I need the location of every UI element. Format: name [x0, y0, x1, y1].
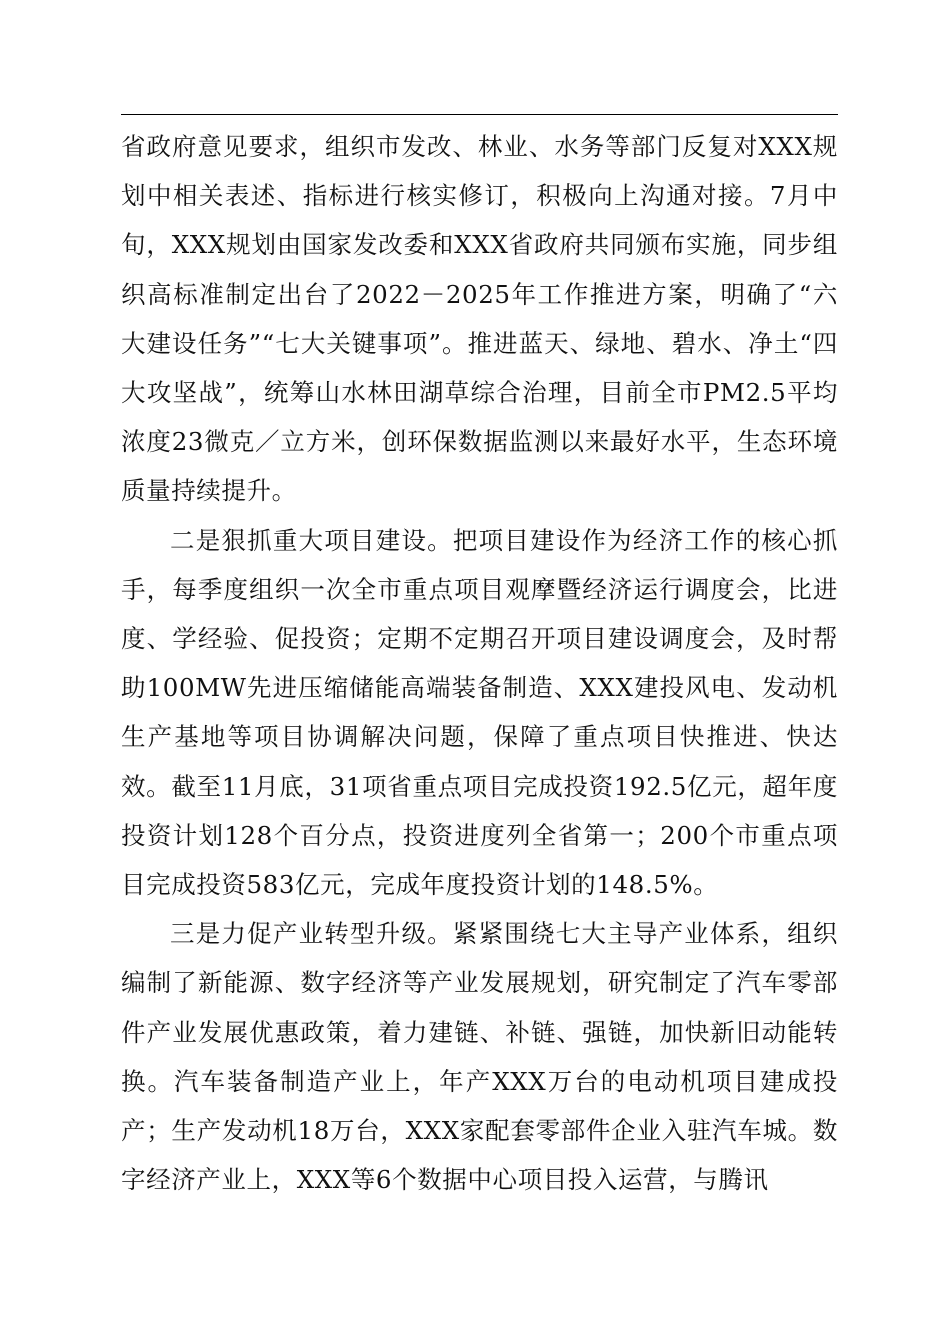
- paragraph-continuation: 省政府意见要求，组织市发改、林业、水务等部门反复对XXX规划中相关表述、指标进行核实修订，积极向上沟通对接。7月中旬，XXX规划由国家发改委和XXX省政府共同颁布实施，同步组织高标准制定出台了2022－2025年工作推进方案，明确了“六大建设任务”“七大关键事项”。推进蓝天、绿地、碧水、净土“四大攻坚战”，统筹山水林田湖草综合治理，目前全市PM2.5平均浓度23微克／立方米，创环保数据监测以来最好水平，生态环境质量持续提升。: [121, 132, 838, 506]
- header-rule: [121, 114, 838, 115]
- paragraph-industry-upgrade: 三是力促产业转型升级。紧紧围绕七大主导产业体系，组织编制了新能源、数字经济等产业发展规划，研究制定了汽车零部件产业发展优惠政策，着力建链、补链、强链，加快新旧动能转换。汽车装备制造产业上，年产XXX万台的电动机项目建成投产；生产发动机18万台，XXX家配套零部件企业入驻汽车城。数字经济产业上，XXX等6个数据中心项目投入运营，与腾讯: [121, 919, 838, 1195]
- document-body: [121, 122, 838, 1204]
- paragraph-major-projects: 二是狠抓重大项目建设。把项目建设作为经济工作的核心抓手，每季度组织一次全市重点项目观摩暨经济运行调度会，比进度、学经验、促投资；定期不定期召开项目建设调度会，及时帮助100MW先进压缩储能高端装备制造、XXX建投风电、发动机生产基地等项目协调解决问题，保障了重点项目快推进、快达效。截至11月底，31项省重点项目完成投资192.5亿元，超年度投资计划128个百分点，投资进度列全省第一；200个市重点项目完成投资583亿元，完成年度投资计划的148.5%。: [121, 525, 838, 900]
